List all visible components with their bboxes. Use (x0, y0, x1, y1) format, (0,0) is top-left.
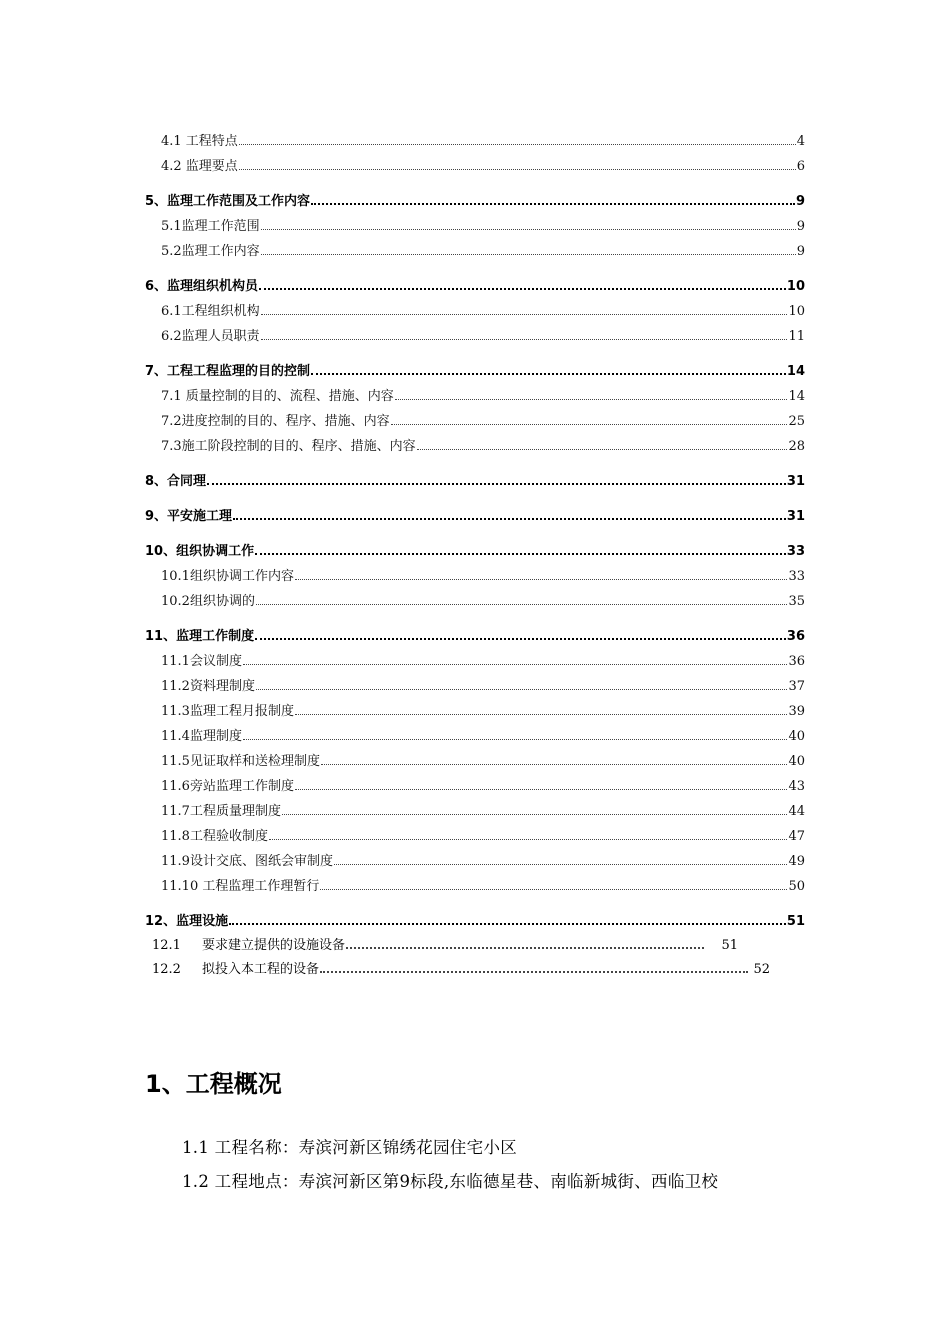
toc-leader (282, 804, 788, 815)
toc-entry-title: 7.3施工阶段控制的目的、程序、措施、内容 (161, 439, 416, 454)
toc-leader (261, 329, 788, 340)
toc-leader (261, 304, 788, 315)
section-heading: 1、工程概况 (145, 1070, 282, 1098)
toc-entry-page: 10 (786, 279, 805, 294)
toc-entry-title: 10.2组织协调的 (161, 594, 255, 609)
toc-entry[interactable] (145, 209, 805, 234)
toc-entry-title: 12、监理设施 (145, 914, 229, 929)
toc-section-entry[interactable] (145, 454, 805, 489)
toc-entry-title: 11.10 工程监理工作理暂行 (161, 879, 320, 894)
toc-entry[interactable] (145, 669, 805, 694)
toc-entry-page: 33 (786, 544, 805, 559)
toc-entry-title: 拟投入本工程的设备 (202, 962, 320, 977)
toc-entry[interactable] (145, 953, 770, 977)
toc-entry-title: 11.1会议制度 (161, 654, 242, 669)
toc-entry[interactable] (145, 769, 805, 794)
toc-entry-title: 6、监理组织机构员 (145, 279, 259, 294)
toc-entry[interactable] (145, 404, 805, 429)
toc-leader (321, 754, 788, 765)
toc-leader (261, 219, 796, 230)
toc-entry-page: 31 (786, 509, 805, 524)
toc-entry-page: 43 (788, 779, 805, 794)
toc-entry-title: 6.1工程组织机构 (161, 304, 260, 319)
toc-entry[interactable] (145, 379, 805, 404)
toc-entry-page: 31 (786, 474, 805, 489)
toc-leader (207, 475, 786, 485)
toc-entry[interactable] (145, 819, 805, 844)
toc-leader (295, 704, 788, 715)
toc-entry[interactable] (145, 559, 805, 584)
toc-entry-title: 11.9设计交底、图纸会审制度 (161, 854, 333, 869)
toc-entry-title: 11.2资料理制度 (161, 679, 255, 694)
toc-entry-page: 52 (753, 962, 770, 977)
toc-entry-title: 11.3监理工程月报制度 (161, 704, 294, 719)
toc-entry-page: 36 (786, 629, 805, 644)
toc-leader (320, 961, 748, 973)
toc-section-entry[interactable] (145, 609, 805, 644)
toc-entry[interactable] (145, 234, 805, 259)
toc-leader (255, 545, 786, 555)
toc-entry-page: 39 (788, 704, 805, 719)
toc-leader (239, 159, 796, 170)
toc-entry-page: 40 (788, 754, 805, 769)
toc-entry-page: 6 (796, 159, 805, 174)
toc-entry[interactable] (145, 694, 805, 719)
toc-entry-page: 44 (788, 804, 805, 819)
toc-entry-page: 4 (796, 134, 805, 149)
toc-section-entry[interactable] (145, 894, 805, 929)
toc-leader (395, 389, 788, 400)
toc-leader (417, 439, 788, 450)
toc-entry-page: 14 (788, 389, 805, 404)
toc-entry-title: 10、组织协调工作 (145, 544, 255, 559)
toc-entry-title: 11、监理工作制度 (145, 629, 255, 644)
toc-entry[interactable] (145, 744, 805, 769)
toc-entry-page: 50 (788, 879, 805, 894)
toc-leader (269, 829, 788, 840)
toc-entry[interactable] (145, 844, 805, 869)
toc-leader (239, 134, 796, 145)
toc-entry[interactable] (145, 149, 805, 174)
toc-entry[interactable] (145, 319, 805, 344)
toc-leader (295, 779, 788, 790)
toc-entry-number: 12.1 (152, 938, 181, 953)
toc-entry-title: 7.2进度控制的目的、程序、措施、内容 (161, 414, 390, 429)
toc-entry-title: 要求建立提供的设施设备 (202, 938, 346, 953)
toc-entry-page: 11 (788, 329, 805, 344)
toc-entry[interactable] (145, 124, 805, 149)
toc-entry-page: 37 (788, 679, 805, 694)
toc-entry-page: 47 (788, 829, 805, 844)
toc-entry-page: 35 (788, 594, 805, 609)
toc-leader (256, 679, 788, 690)
toc-entry-title: 7.1 质量控制的目的、流程、措施、内容 (161, 389, 394, 404)
toc-entry-title: 10.1组织协调工作内容 (161, 569, 294, 584)
toc-entry-title: 6.2监理人员职责 (161, 329, 260, 344)
toc-entry[interactable] (145, 869, 805, 894)
toc-entry-page: 51 (786, 914, 805, 929)
toc-entry-title: 11.4监理制度 (161, 729, 242, 744)
toc-entry-title: 5、监理工作范围及工作内容 (145, 194, 311, 209)
toc-entry-page: 14 (786, 364, 805, 379)
toc-section-entry[interactable] (145, 524, 805, 559)
toc-entry[interactable] (145, 719, 805, 744)
toc-entry-number: 12.2 (152, 962, 181, 977)
toc-entry-page: 33 (788, 569, 805, 584)
toc-entry-title: 4.2 监理要点 (161, 159, 238, 174)
toc-entry[interactable] (145, 584, 805, 609)
toc-leader (391, 414, 788, 425)
toc-leader (295, 569, 788, 580)
toc-section-entry[interactable] (145, 344, 805, 379)
toc-entry-page: 51 (721, 938, 738, 953)
toc-entry-page: 9 (796, 219, 805, 234)
toc-entry-page: 25 (788, 414, 805, 429)
toc-leader (261, 244, 796, 255)
toc-leader (334, 854, 788, 865)
toc-entry-title: 5.2监理工作内容 (161, 244, 260, 259)
toc-entry-title: 9、平安施工理 (145, 509, 233, 524)
toc-leader (255, 630, 786, 640)
toc-entry-page: 9 (795, 194, 805, 209)
toc-leader (320, 879, 787, 890)
toc-entry[interactable] (145, 794, 805, 819)
toc-entry[interactable] (145, 929, 738, 953)
toc-entry-page: 36 (788, 654, 805, 669)
toc-entry-title: 11.5见证取样和送检理制度 (161, 754, 320, 769)
toc-leader (233, 510, 786, 520)
toc-entry-title: 8、合同理 (145, 474, 207, 489)
table-of-contents (145, 124, 805, 977)
toc-section-entry[interactable] (145, 259, 805, 294)
toc-leader (259, 280, 786, 290)
toc-leader (243, 654, 788, 665)
project-location-line: 1.2 工程地点：寿滨河新区第9标段,东临德星巷、南临新城街、西临卫校 (182, 1172, 719, 1191)
toc-leader (311, 365, 786, 375)
toc-entry-title: 4.1 工程特点 (161, 134, 238, 149)
toc-entry[interactable] (145, 429, 805, 454)
toc-entry-title: 7、工程工程监理的目的控制 (145, 364, 311, 379)
toc-leader (256, 594, 788, 605)
toc-entry-page: 40 (788, 729, 805, 744)
toc-entry-page: 10 (788, 304, 805, 319)
project-name-line: 1.1 工程名称：寿滨河新区锦绣花园住宅小区 (182, 1138, 518, 1157)
toc-entry[interactable] (145, 294, 805, 319)
toc-entry-title: 11.7工程质量理制度 (161, 804, 281, 819)
toc-entry-title: 11.6旁站监理工作制度 (161, 779, 294, 794)
toc-section-entry[interactable] (145, 489, 805, 524)
toc-entry-title: 11.8工程验收制度 (161, 829, 268, 844)
toc-leader (229, 915, 786, 925)
toc-entry-title: 5.1监理工作范围 (161, 219, 260, 234)
toc-leader (346, 937, 704, 949)
toc-leader (311, 195, 795, 205)
toc-entry[interactable] (145, 644, 805, 669)
toc-section-entry[interactable] (145, 174, 805, 209)
toc-entry-page: 9 (796, 244, 805, 259)
toc-entry-page: 28 (788, 439, 805, 454)
toc-entry-page: 49 (788, 854, 805, 869)
toc-leader (243, 729, 788, 740)
